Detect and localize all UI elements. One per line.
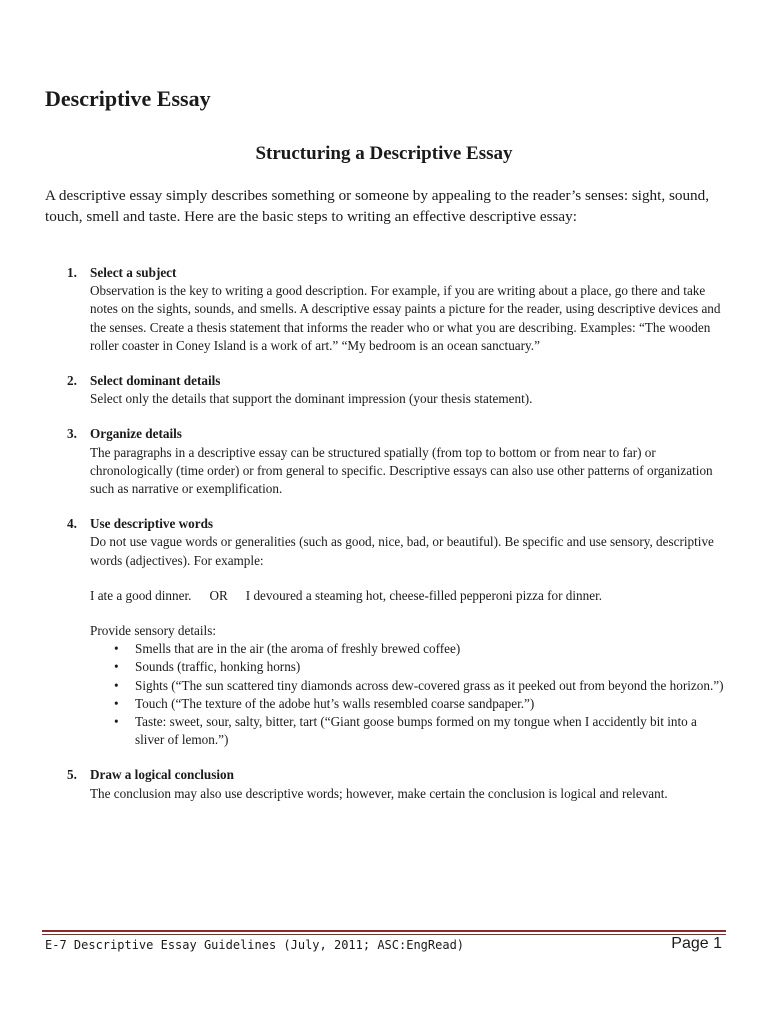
- example-weak: I ate a good dinner.: [90, 587, 192, 603]
- step-4: [0, 515, 768, 749]
- step-title: Select dominant details: [90, 373, 221, 389]
- bullet-item: [90, 658, 726, 676]
- bullet-icon: •: [114, 641, 119, 657]
- step-number: 3.: [67, 426, 77, 442]
- step-body: Select only the details that support the dominant impression (your thesis statement).: [90, 391, 533, 407]
- step-1: [0, 264, 768, 355]
- bullet-text: Sights (“The sun scattered tiny diamonds across dew-covered grass as it peeked out from beyond the horizon.”): [135, 677, 724, 693]
- footer-document-id: E-7 Descriptive Essay Guidelines (July, 2011; ASC:EngRead): [45, 938, 465, 952]
- step-number: 1.: [67, 265, 77, 280]
- document-title: Descriptive Essay: [45, 86, 211, 111]
- step-number: 5.: [67, 767, 77, 783]
- step-body: The conclusion may also use descriptive words; however, make certain the conclusion is logical and relevant.: [90, 785, 668, 801]
- step-body: Observation is the key to writing a good description. For example, if you are writing about a place, go there and take notes on the sights, sounds, and smells. A descriptive essay paints a picture for the reader, using descriptive devices and the senses. Create a thesis statement that informs the reader who or what you are describing. Examples: “The wooden roller coaster in Coney Island is a work of art.” “My bedroom is an ocean sanctuary.”: [90, 283, 721, 353]
- sensory-bullet-list: [90, 640, 726, 749]
- step-5: [0, 766, 768, 802]
- step-title: Select a subject: [90, 265, 177, 280]
- bullet-item: [90, 677, 726, 695]
- example-line: [90, 587, 726, 605]
- step-2: [0, 372, 768, 408]
- bullet-text: Taste: sweet, sour, salty, bitter, tart (“Giant goose bumps formed on my tongue when I accidently bit into a sliver of lemon.”): [135, 714, 697, 748]
- step-number: 4.: [67, 516, 77, 532]
- document-subtitle: Structuring a Descriptive Essay: [255, 143, 513, 164]
- intro-paragraph: A descriptive essay simply describes something or someone by appealing to the reader’s senses: sight, sound, touch, smell and taste. Here are the basic steps to writing an effective descriptive essay:: [45, 187, 710, 225]
- example-or: OR: [209, 587, 228, 603]
- bullet-item: [90, 695, 726, 713]
- step-3: [0, 425, 768, 498]
- footer-rule-thin: [42, 934, 726, 935]
- step-title: Draw a logical conclusion: [90, 767, 234, 783]
- footer-rule: [42, 930, 726, 932]
- step-title: Organize details: [90, 426, 182, 442]
- steps-list: [0, 264, 768, 820]
- bullet-icon: •: [114, 659, 119, 675]
- bullet-icon: •: [114, 714, 119, 730]
- step-body: Do not use vague words or generalities (such as good, nice, bad, or beautiful). Be specific and use sensory, descriptive words (adjectives). For example:: [90, 534, 714, 568]
- step-body: The paragraphs in a descriptive essay can be structured spatially (from top to bottom or from near to far) or chronologically (time order) or from general to specific. Descriptive essays can also use other patterns of organization such as narrative or exemplification.: [90, 444, 713, 497]
- step-number: 2.: [67, 373, 77, 389]
- bullet-text: Smells that are in the air (the aroma of freshly brewed coffee): [135, 641, 461, 657]
- example-strong: I devoured a steaming hot, cheese-filled pepperoni pizza for dinner.: [245, 587, 603, 603]
- bullet-item: [90, 713, 726, 749]
- bullet-icon: •: [114, 677, 119, 693]
- bullet-icon: •: [114, 695, 119, 711]
- step-title: Use descriptive words: [90, 516, 214, 532]
- bullet-text: Sounds (traffic, honking horns): [135, 659, 301, 675]
- bullet-text: Touch (“The texture of the adobe hut’s walls resembled coarse sandpaper.”): [135, 695, 535, 711]
- sensory-details-label: Provide sensory details:: [90, 623, 216, 639]
- bullet-item: [90, 640, 726, 658]
- footer-page-number: Page 1: [671, 935, 722, 952]
